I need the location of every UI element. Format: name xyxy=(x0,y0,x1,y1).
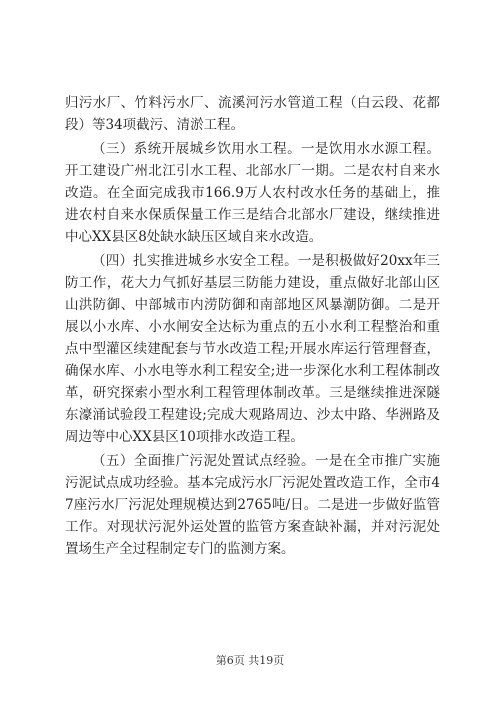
page-number-footer: 第6页 共19页 xyxy=(215,654,285,667)
paragraph-section-4: （四）扎实推进城乡水安全工程。一是积极做好20xx年三防工作，花大力气抓好基层三防能力建设，重点做好北部山区山洪防御、中部城市内涝防御和南部地区风暴潮防御。二是开展以小水库、小水闸安全达标为重点的五小水利工程整治和重点中型灌区续建配套与节水改造工程;开展水库运行管理督查，确保水库、小水电等水利工程安全;进一步深化水利工程体制改革，研究探索小型水利工程管理体制改革。三是继续推进深隧东濠涌试验段工程建设;完成大观路周边、沙太中路、华洲路及周边等中心XX县区10项排水改造工程。 xyxy=(65,253,440,445)
paragraph-section-3: （三）系统开展城乡饮用水工程。一是饮用水水源工程。开工建设广州北江引水工程、北部水厂一期。二是农村自来水改造。在全面完成我市166.9万人农村改水任务的基础上，推进农村自来水保质保量工作三是结合北部水厂建设，继续推进中心XX县区8处缺水缺压区域自来水改造。 xyxy=(65,141,440,245)
paragraph-section-5: （五）全面推广污泥处置试点经验。一是在全市推广实施污泥试点成功经验。基本完成污水厂污泥处置改造工作，全市47座污水厂污泥处理规模达到2765吨/日。二是进一步做好监管工作。对现状污泥外运处置的监管方案查缺补漏，并对污泥处置场生产全过程制定专门的监测方案。 xyxy=(65,453,440,557)
paragraph-continuation: 归污水厂、竹料污水厂、流溪河污水管道工程（白云段、花都段）等34项截污、清淤工程。 xyxy=(65,95,440,133)
document-body xyxy=(65,92,440,562)
